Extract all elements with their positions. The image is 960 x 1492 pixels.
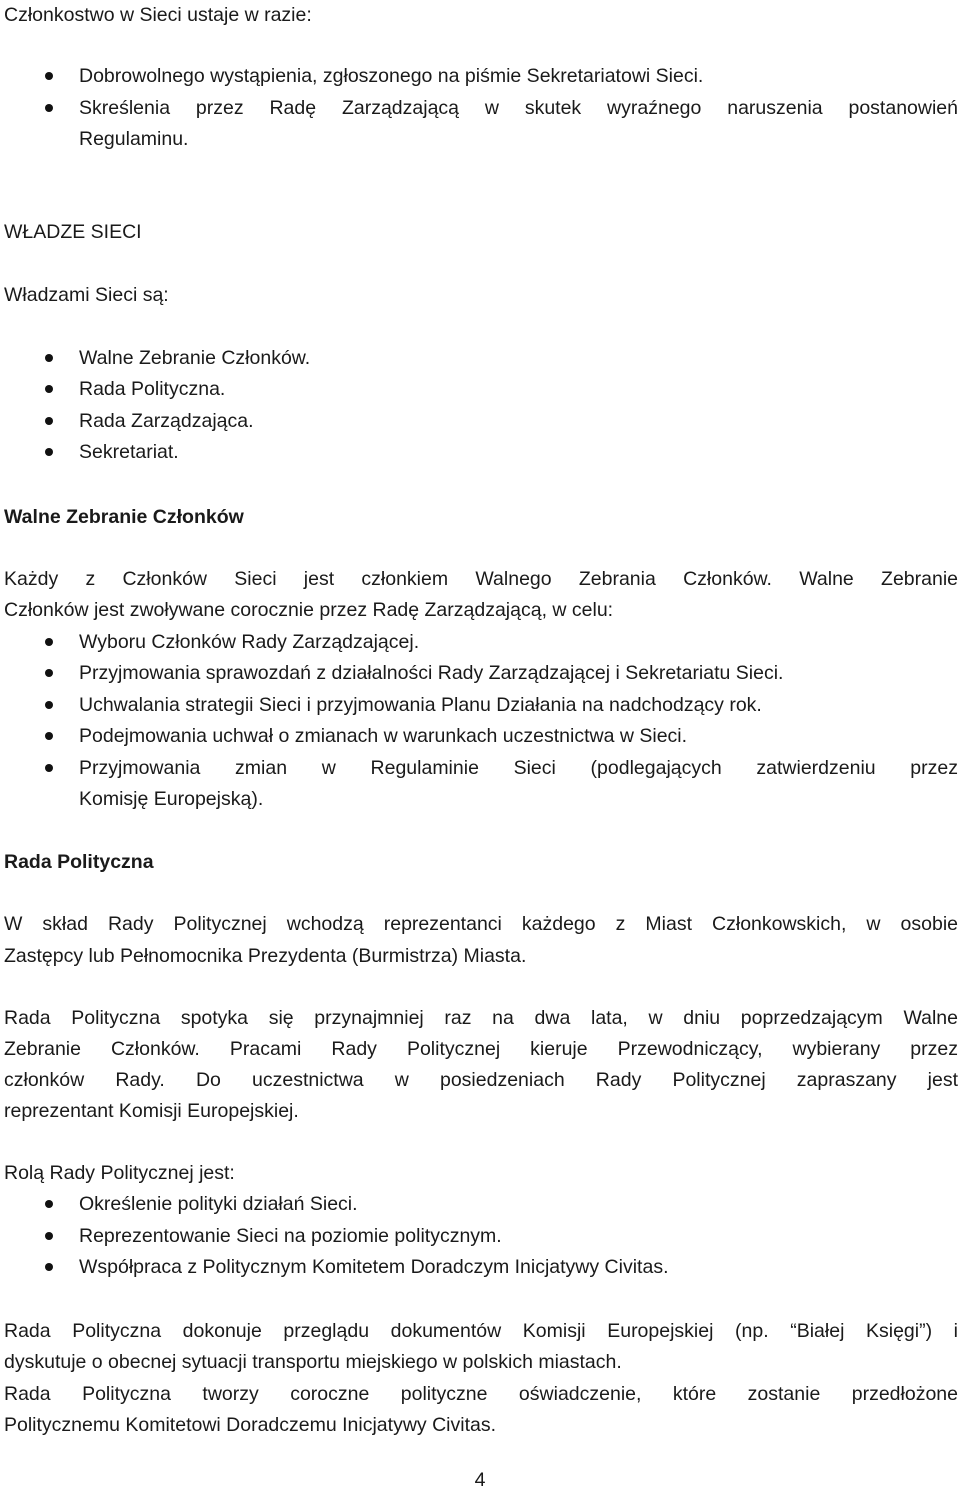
paragraph-line: Politycznemu Komitetowi Doradczemu Inicjatywy Civitas. [4, 1414, 496, 1436]
list-item: Podejmowania uchwał o zmianach w warunkach uczestnictwa w Sieci. [79, 725, 688, 747]
list-item: Wyboru Członków Rady Zarządzającej. [79, 631, 420, 653]
paragraph-line: Zastępcy lub Pełnomocnika Prezydenta (Burmistrza) Miasta. [4, 945, 527, 967]
bullet-icon [45, 104, 53, 112]
list-item-continuation: Regulaminu. [79, 128, 189, 150]
bullet-icon [45, 1200, 53, 1208]
section-heading-authorities: WŁADZE SIECI [4, 221, 142, 243]
bullet-icon [45, 354, 53, 362]
paragraph-line: reprezentant Komisji Europejskiej. [4, 1100, 299, 1122]
section-heading-general-assembly: Walne Zebranie Członków [4, 506, 244, 528]
list-item: Uchwalania strategii Sieci i przyjmowania Planu Działania na nadchodzący rok. [79, 694, 762, 716]
list-item: Skreślenia przez Radę Zarządzającą w skutek wyraźnego naruszenia postanowień [79, 97, 958, 119]
paragraph-line: Członków jest zwoływane corocznie przez Radę Zarządzającą, w celu: [4, 599, 614, 621]
bullet-icon [45, 1232, 53, 1240]
list-item: Przyjmowania sprawozdań z działalności Rady Zarządzającej i Sekretariatu Sieci. [79, 662, 784, 684]
bullet-icon [45, 638, 53, 646]
bullet-icon [45, 72, 53, 80]
list-item: Określenie polityki działań Sieci. [79, 1193, 358, 1215]
list-item: Przyjmowania zmian w Regulaminie Sieci (podlegających zatwierdzeniu przez [79, 757, 958, 779]
list-item: Rada Polityczna. [79, 378, 226, 400]
paragraph-line: Rada Polityczna tworzy coroczne polityczne oświadczenie, które zostanie przedłożone [4, 1383, 958, 1405]
bullet-icon [45, 1263, 53, 1271]
role-intro: Rolą Rady Politycznej jest: [4, 1162, 235, 1184]
section-heading-political-council: Rada Polityczna [4, 851, 154, 873]
bullet-icon [45, 448, 53, 456]
list-item: Rada Zarządzająca. [79, 410, 254, 432]
list-item: Współpraca z Politycznym Komitetem Doradczym Inicjatywy Civitas. [79, 1256, 669, 1278]
bullet-icon [45, 385, 53, 393]
page-number: 4 [474, 1469, 486, 1491]
list-item: Sekretariat. [79, 441, 179, 463]
bullet-icon [45, 732, 53, 740]
list-item-continuation: Komisję Europejską). [79, 788, 264, 810]
paragraph-line: Zebranie Członków. Pracami Rady Politycznej kieruje Przewodniczący, wybierany przez [4, 1038, 958, 1060]
bullet-icon [45, 417, 53, 425]
paragraph-line: Rada Polityczna dokonuje przeglądu dokumentów Komisji Europejskiej (np. “Białej Księgi”) i [4, 1320, 958, 1342]
membership-end-intro: Członkostwo w Sieci ustaje w razie: [4, 4, 312, 26]
list-item: Dobrowolnego wystąpienia, zgłoszonego na piśmie Sekretariatowi Sieci. [79, 65, 704, 87]
paragraph-line: członków Rady. Do uczestnictwa w posiedzeniach Rady Politycznej zapraszany jest [4, 1069, 958, 1091]
authorities-intro: Władzami Sieci są: [4, 284, 169, 306]
list-item: Walne Zebranie Członków. [79, 347, 311, 369]
paragraph-line: Rada Polityczna spotyka się przynajmniej raz na dwa lata, w dniu poprzedzającym Walne [4, 1007, 958, 1029]
bullet-icon [45, 669, 53, 677]
paragraph-line: Każdy z Członków Sieci jest członkiem Walnego Zebrania Członków. Walne Zebranie [4, 568, 958, 590]
bullet-icon [45, 764, 53, 772]
bullet-icon [45, 701, 53, 709]
list-item: Reprezentowanie Sieci na poziomie politycznym. [79, 1225, 502, 1247]
paragraph-line: W skład Rady Politycznej wchodzą reprezentanci każdego z Miast Członkowskich, w osobie [4, 913, 958, 935]
paragraph-line: dyskutuje o obecnej sytuacji transportu miejskiego w polskich miastach. [4, 1351, 622, 1373]
